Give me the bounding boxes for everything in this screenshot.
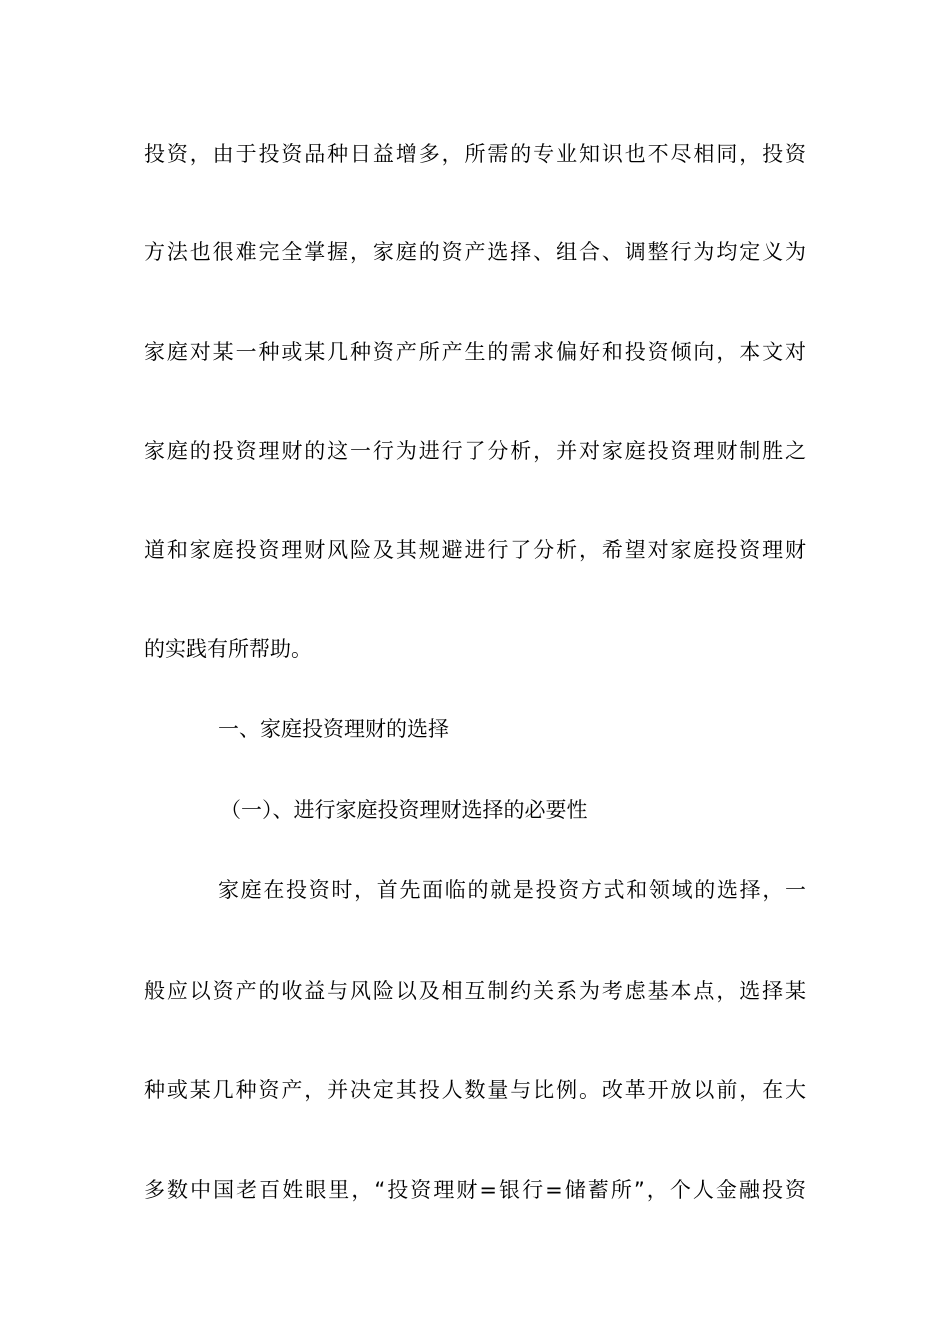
paragraph-2-line-2: 般应以资产的收益与风险以及相互制约关系为考虑基本点，选择某 bbox=[144, 979, 806, 1003]
paragraph-1-line-6: 的实践有所帮助。 bbox=[144, 637, 312, 661]
section-heading: 一、家庭投资理财的选择 bbox=[218, 717, 449, 741]
paragraph-1-line-4: 家庭的投资理财的这一行为进行了分析，并对家庭投资理财制胜之 bbox=[144, 439, 806, 463]
paragraph-1-line-3: 家庭对某一种或某几种资产所产生的需求偏好和投资倾向，本文对 bbox=[144, 340, 806, 364]
paragraph-1-line-1: 投资，由于投资品种日益增多，所需的专业知识也不尽相同，投资 bbox=[144, 142, 806, 166]
subsection-heading: （一）、进行家庭投资理财选择的必要性 bbox=[220, 798, 588, 822]
paragraph-1-line-2: 方法也很难完全掌握，家庭的资产选择、组合、调整行为均定义为 bbox=[144, 240, 806, 264]
paragraph-2-line-4: 多数中国老百姓眼里，“投资理财=银行=储蓄所”，个人金融投资 bbox=[144, 1178, 806, 1202]
paragraph-2-line-3: 种或某几种资产，并决定其投人数量与比例。改革开放以前，在大 bbox=[144, 1078, 806, 1102]
paragraph-2-line-1: 家庭在投资时，首先面临的就是投资方式和领域的选择，一 bbox=[218, 878, 806, 902]
paragraph-1-line-5: 道和家庭投资理财风险及其规避进行了分析，希望对家庭投资理财 bbox=[144, 538, 806, 562]
